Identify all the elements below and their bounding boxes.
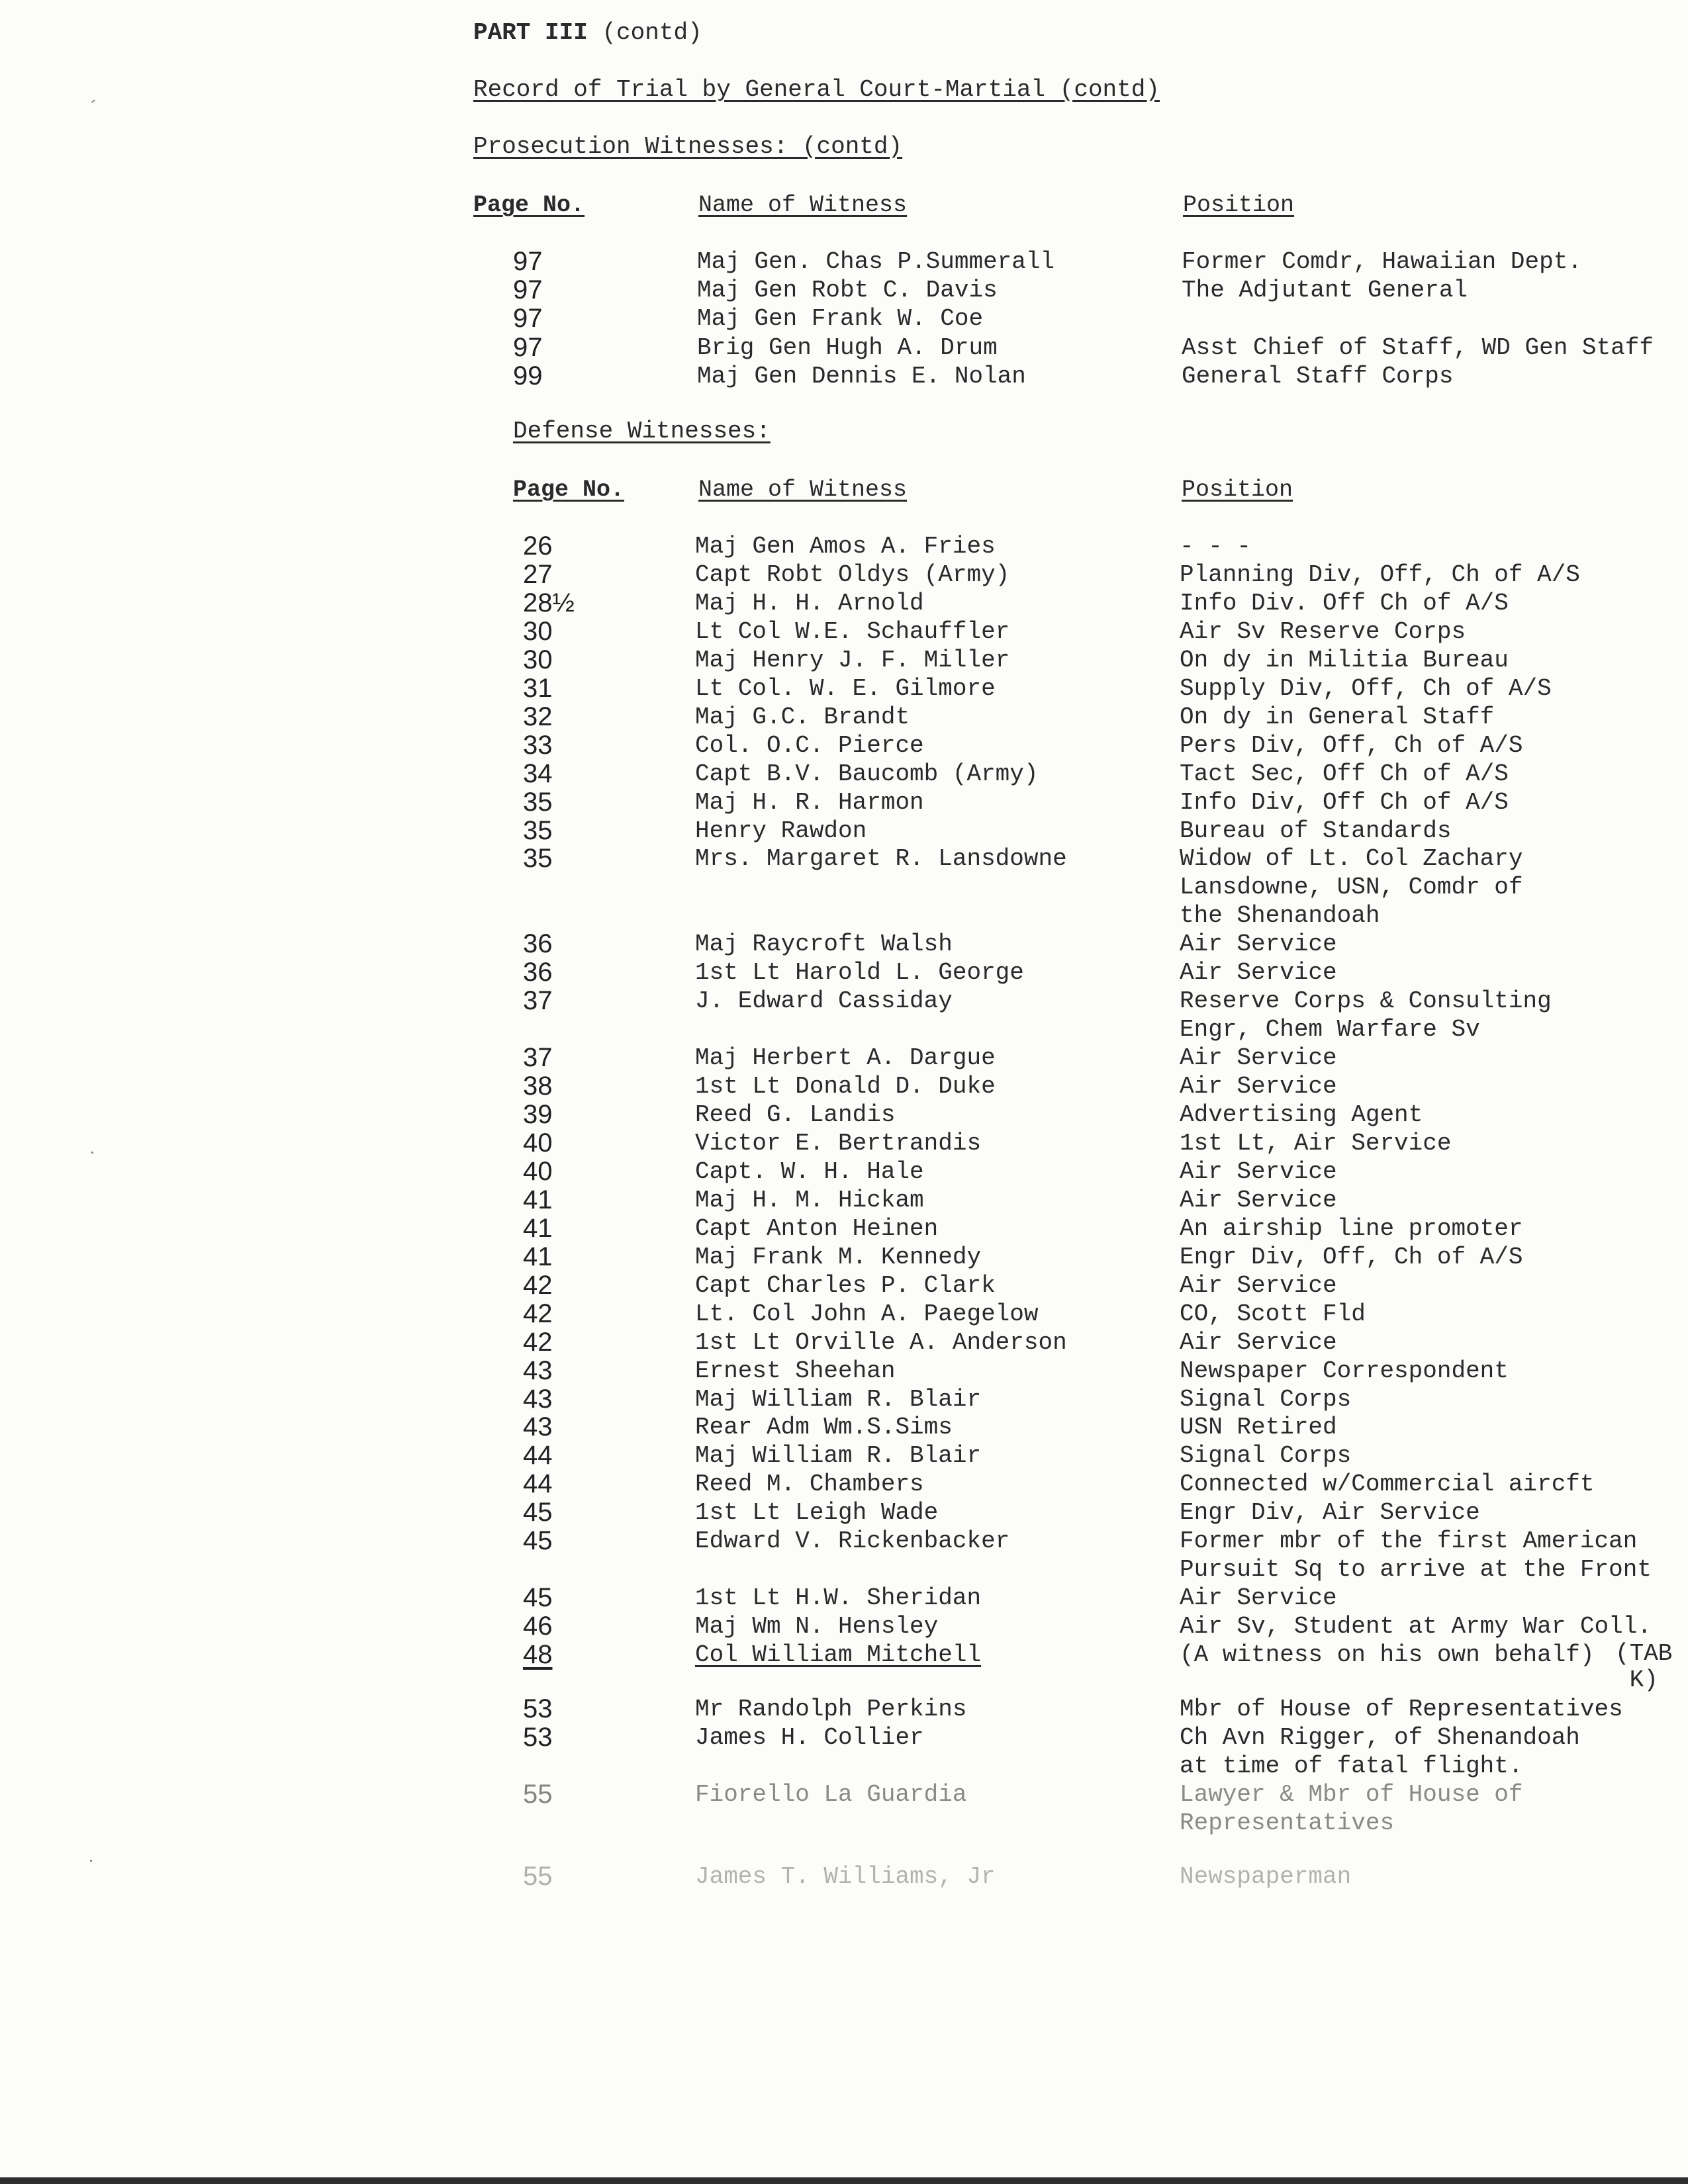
page-number: 55 <box>523 1862 553 1891</box>
page-number: 27 <box>523 559 553 589</box>
witness-position: - - - <box>1180 533 1252 560</box>
witness-name: Maj H. H. Arnold <box>695 589 924 617</box>
table-row <box>0 362 1688 390</box>
witness-name: Maj Gen Dennis E. Nolan <box>697 362 1026 390</box>
witness-position: Engr Div, Off, Ch of A/S <box>1180 1243 1523 1271</box>
witness-name: Maj H. M. Hickam <box>695 1186 924 1214</box>
witness-position: Widow of Lt. Col Zachary Lansdowne, USN, Comdr of the Shenandoah <box>1180 845 1523 930</box>
witness-name: Capt. W. H. Hale <box>695 1158 924 1185</box>
page-number: 45 <box>523 1583 553 1613</box>
page-number: 43 <box>523 1384 553 1414</box>
table-row <box>0 731 1688 760</box>
witness-name: Edward V. Rickenbacker <box>695 1527 1010 1555</box>
table-row <box>0 1044 1688 1072</box>
page-number: 40 <box>523 1128 553 1158</box>
witness-position: Newspaperman <box>1180 1863 1352 1891</box>
witness-name: Mrs. Margaret R. Lansdowne <box>695 845 1067 873</box>
witness-position: CO, Scott Fld <box>1180 1300 1366 1328</box>
table-row <box>0 1470 1688 1498</box>
page-number: 30 <box>523 645 553 674</box>
witness-name: 1st Lt Donald D. Duke <box>695 1073 996 1101</box>
witness-name: Capt Charles P. Clark <box>695 1271 996 1299</box>
table-row <box>0 844 1688 930</box>
page-number: 53 <box>523 1694 553 1723</box>
page-number: 97 <box>513 275 543 305</box>
witness-name: Col William Mitchell <box>695 1641 982 1669</box>
page-number: 30 <box>523 616 553 646</box>
table-row <box>0 788 1688 817</box>
page-number: 41 <box>523 1185 553 1214</box>
table-row <box>0 1779 1688 1837</box>
witness-name: Fiorello La Guardia <box>695 1780 967 1808</box>
table-row <box>0 1695 1688 1723</box>
witness-position: The Adjutant General <box>1182 277 1468 304</box>
witness-position: Info Div. Off Ch of A/S <box>1180 589 1509 617</box>
page-number: 99 <box>513 361 543 390</box>
page-number: 26 <box>523 531 553 561</box>
table-row <box>0 703 1688 731</box>
witness-name: Lt Col W.E. Schauffler <box>695 617 1010 645</box>
table-row <box>0 1186 1688 1214</box>
witness-position: Lawyer & Mbr of House of Representatives <box>1180 1780 1523 1837</box>
witness-name: Maj William R. Blair <box>695 1442 982 1470</box>
defense-position-header: Position <box>1182 477 1293 503</box>
table-row <box>0 930 1688 958</box>
table-row <box>0 1722 1688 1780</box>
witness-name: Maj G.C. Brandt <box>695 703 910 731</box>
witness-position: Signal Corps <box>1180 1385 1352 1413</box>
table-row <box>0 986 1688 1044</box>
page-number: 37 <box>523 986 553 1016</box>
table-row <box>0 1357 1688 1385</box>
page-number: 97 <box>513 304 543 334</box>
table-row <box>0 760 1688 788</box>
page-number: 37 <box>523 1043 553 1073</box>
witness-name: Maj Raycroft Walsh <box>695 931 953 958</box>
page-number: 35 <box>523 787 553 817</box>
witness-name: Reed M. Chambers <box>695 1471 924 1498</box>
witness-position: Supply Div, Off, Ch of A/S <box>1180 674 1552 702</box>
page-number: 97 <box>513 332 543 362</box>
table-row <box>0 646 1688 674</box>
scan-bottom-edge <box>0 2177 1688 2184</box>
table-row <box>0 1072 1688 1101</box>
table-row <box>0 1526 1688 1584</box>
page-number: 44 <box>523 1469 553 1499</box>
witness-position: Air Service <box>1180 1584 1337 1612</box>
witness-position: Air Service <box>1180 959 1337 987</box>
page-number: 33 <box>523 730 553 760</box>
witness-name: Maj Gen Robt C. Davis <box>697 277 998 304</box>
page-number: 28½ <box>523 588 575 617</box>
witness-name: Maj Gen. Chas P.Summerall <box>697 248 1055 275</box>
witness-position: Air Service <box>1180 1158 1337 1185</box>
page-number: 32 <box>523 702 553 731</box>
page-number: 41 <box>523 1213 553 1243</box>
witness-position: Pers Div, Off, Ch of A/S <box>1180 731 1523 759</box>
witness-name: Maj Herbert A. Dargue <box>695 1044 996 1072</box>
witness-name: Ernest Sheehan <box>695 1357 896 1385</box>
page-number: 39 <box>523 1100 553 1129</box>
part-title: PART III <box>473 19 588 46</box>
record-heading: Record of Trial by General Court-Martial (contd) <box>473 76 1160 103</box>
witness-name: Maj Wm N. Hensley <box>695 1613 939 1641</box>
witness-name: Col. O.C. Pierce <box>695 731 924 759</box>
page-number: 36 <box>523 958 553 987</box>
witness-name: Maj Gen Amos A. Fries <box>695 533 996 560</box>
table-row <box>0 276 1688 304</box>
witness-position: Tact Sec, Off Ch of A/S <box>1180 760 1509 788</box>
table-row <box>0 1862 1688 1891</box>
witness-position: Former mbr of the first American Pursuit Sq to arrive at the Front <box>1180 1527 1652 1584</box>
page-number: 42 <box>523 1298 553 1328</box>
witness-position: Air Service <box>1180 1186 1337 1214</box>
page-number: 34 <box>523 758 553 788</box>
page-number: 43 <box>523 1412 553 1442</box>
witness-name: Maj William R. Blair <box>695 1385 982 1413</box>
table-row <box>0 1158 1688 1186</box>
witness-position: 1st Lt, Air Service <box>1180 1129 1452 1157</box>
page-number: 55 <box>523 1779 553 1809</box>
witness-name: Maj Henry J. F. Miller <box>695 646 1010 674</box>
witness-name: Maj H. R. Harmon <box>695 788 924 816</box>
table-row <box>0 1101 1688 1129</box>
table-row <box>0 958 1688 987</box>
page-number: 35 <box>523 844 553 874</box>
page-number: 31 <box>523 673 553 703</box>
witness-name: Lt. Col John A. Paegelow <box>695 1300 1039 1328</box>
witness-position: Reserve Corps & Consulting Engr, Chem Warfare Sv <box>1180 987 1552 1044</box>
table-row <box>0 617 1688 646</box>
witness-position: Air Service <box>1180 1328 1337 1356</box>
page-number: 45 <box>523 1498 553 1527</box>
page-number: 38 <box>523 1071 553 1101</box>
witness-name: Capt Robt Oldys (Army) <box>695 561 1010 588</box>
table-row <box>0 1498 1688 1527</box>
prosecution-heading: Prosecution Witnesses: (contd) <box>473 133 903 160</box>
scan-speck <box>91 99 95 103</box>
prosecution-name-header: Name of Witness <box>698 192 908 218</box>
witness-position: Air Service <box>1180 1271 1337 1299</box>
witness-name: Brig Gen Hugh A. Drum <box>697 334 998 361</box>
witness-name: James T. Williams, Jr <box>695 1863 996 1891</box>
table-row <box>0 1640 1688 1694</box>
scan-speck <box>90 1860 92 1862</box>
table-row <box>0 248 1688 276</box>
tab-marker: (TAB K) <box>1615 1640 1673 1694</box>
witness-position: Air Service <box>1180 1044 1337 1072</box>
page-number: 36 <box>523 929 553 959</box>
table-row <box>0 1243 1688 1271</box>
witness-position: Mbr of House of Representatives <box>1180 1695 1623 1723</box>
witness-position: (A witness on his own behalf) <box>1180 1641 1595 1669</box>
page-number: 41 <box>523 1242 553 1271</box>
page-number: 44 <box>523 1441 553 1471</box>
table-row <box>0 561 1688 589</box>
witness-position: Connected w/Commercial aircft <box>1180 1471 1595 1498</box>
page-number: 35 <box>523 815 553 845</box>
witness-name: James H. Collier <box>695 1723 924 1751</box>
witness-position: Advertising Agent <box>1180 1101 1423 1128</box>
witness-position: Air Sv, Student at Army War Coll. <box>1180 1613 1652 1641</box>
witness-position: Asst Chief of Staff, WD Gen Staff <box>1182 334 1654 361</box>
table-row <box>0 1441 1688 1470</box>
witness-name: Maj Gen Frank W. Coe <box>697 305 984 333</box>
witness-name: J. Edward Cassiday <box>695 987 953 1015</box>
witness-name: Maj Frank M. Kennedy <box>695 1243 982 1271</box>
witness-name: Capt Anton Heinen <box>695 1214 939 1242</box>
page-number: 97 <box>513 247 543 276</box>
table-row <box>0 817 1688 845</box>
prosecution-position-header: Position <box>1183 192 1295 218</box>
witness-name: Capt B.V. Baucomb (Army) <box>695 760 1039 788</box>
part-contd: (contd) <box>602 19 702 46</box>
table-row <box>0 1413 1688 1441</box>
witness-position: Engr Div, Air Service <box>1180 1499 1480 1527</box>
page-number: 48 <box>523 1640 553 1670</box>
witness-position: Bureau of Standards <box>1180 817 1452 844</box>
witness-name: Victor E. Bertrandis <box>695 1129 982 1157</box>
page-number: 42 <box>523 1270 553 1300</box>
witness-name: 1st Lt Harold L. George <box>695 959 1024 987</box>
page-number: 46 <box>523 1612 553 1641</box>
page-number: 40 <box>523 1156 553 1186</box>
table-row <box>0 1129 1688 1158</box>
table-row <box>0 589 1688 617</box>
prosecution-page-header: Page No. <box>473 192 585 218</box>
page-number: 43 <box>523 1355 553 1385</box>
witness-name: Lt Col. W. E. Gilmore <box>695 674 996 702</box>
witness-position: Air Service <box>1180 1073 1337 1101</box>
witness-name: Henry Rawdon <box>695 817 867 844</box>
witness-position: Newspaper Correspondent <box>1180 1357 1509 1385</box>
witness-position: Info Div, Off Ch of A/S <box>1180 788 1509 816</box>
table-row <box>0 674 1688 703</box>
witness-name: Rear Adm Wm.S.Sims <box>695 1414 953 1441</box>
table-row <box>0 334 1688 362</box>
table-row <box>0 304 1688 333</box>
witness-name: 1st Lt Orville A. Anderson <box>695 1328 1067 1356</box>
witness-position: Former Comdr, Hawaiian Dept. <box>1182 248 1582 275</box>
page-number: 53 <box>523 1722 553 1752</box>
witness-name: Mr Randolph Perkins <box>695 1695 967 1723</box>
page-number: 42 <box>523 1327 553 1357</box>
table-row <box>0 1584 1688 1612</box>
witness-name: Reed G. Landis <box>695 1101 896 1128</box>
witness-position: An airship line promoter <box>1180 1214 1523 1242</box>
table-row <box>0 1328 1688 1357</box>
witness-position: General Staff Corps <box>1182 362 1454 390</box>
witness-position: Air Service <box>1180 931 1337 958</box>
witness-position: Planning Div, Off, Ch of A/S <box>1180 561 1580 588</box>
witness-name: 1st Lt Leigh Wade <box>695 1499 939 1527</box>
table-row <box>0 1300 1688 1328</box>
witness-position: On dy in General Staff <box>1180 703 1495 731</box>
part-heading <box>473 19 702 48</box>
table-row <box>0 532 1688 561</box>
defense-page-header: Page No. <box>513 477 625 503</box>
witness-position: On dy in Militia Bureau <box>1180 646 1509 674</box>
table-row <box>0 1271 1688 1300</box>
witness-position: Signal Corps <box>1180 1442 1352 1470</box>
defense-name-header: Name of Witness <box>698 477 908 503</box>
table-row <box>0 1612 1688 1641</box>
witness-position: Ch Avn Rigger, of Shenandoah at time of fatal flight. <box>1180 1723 1580 1780</box>
scan-speck <box>91 1152 93 1154</box>
witness-position: Air Sv Reserve Corps <box>1180 617 1466 645</box>
table-row <box>0 1214 1688 1243</box>
table-row <box>0 1385 1688 1414</box>
witness-position: USN Retired <box>1180 1414 1337 1441</box>
defense-heading: Defense Witnesses: <box>513 418 771 445</box>
page-number: 45 <box>523 1526 553 1556</box>
witness-name: 1st Lt H.W. Sheridan <box>695 1584 982 1612</box>
